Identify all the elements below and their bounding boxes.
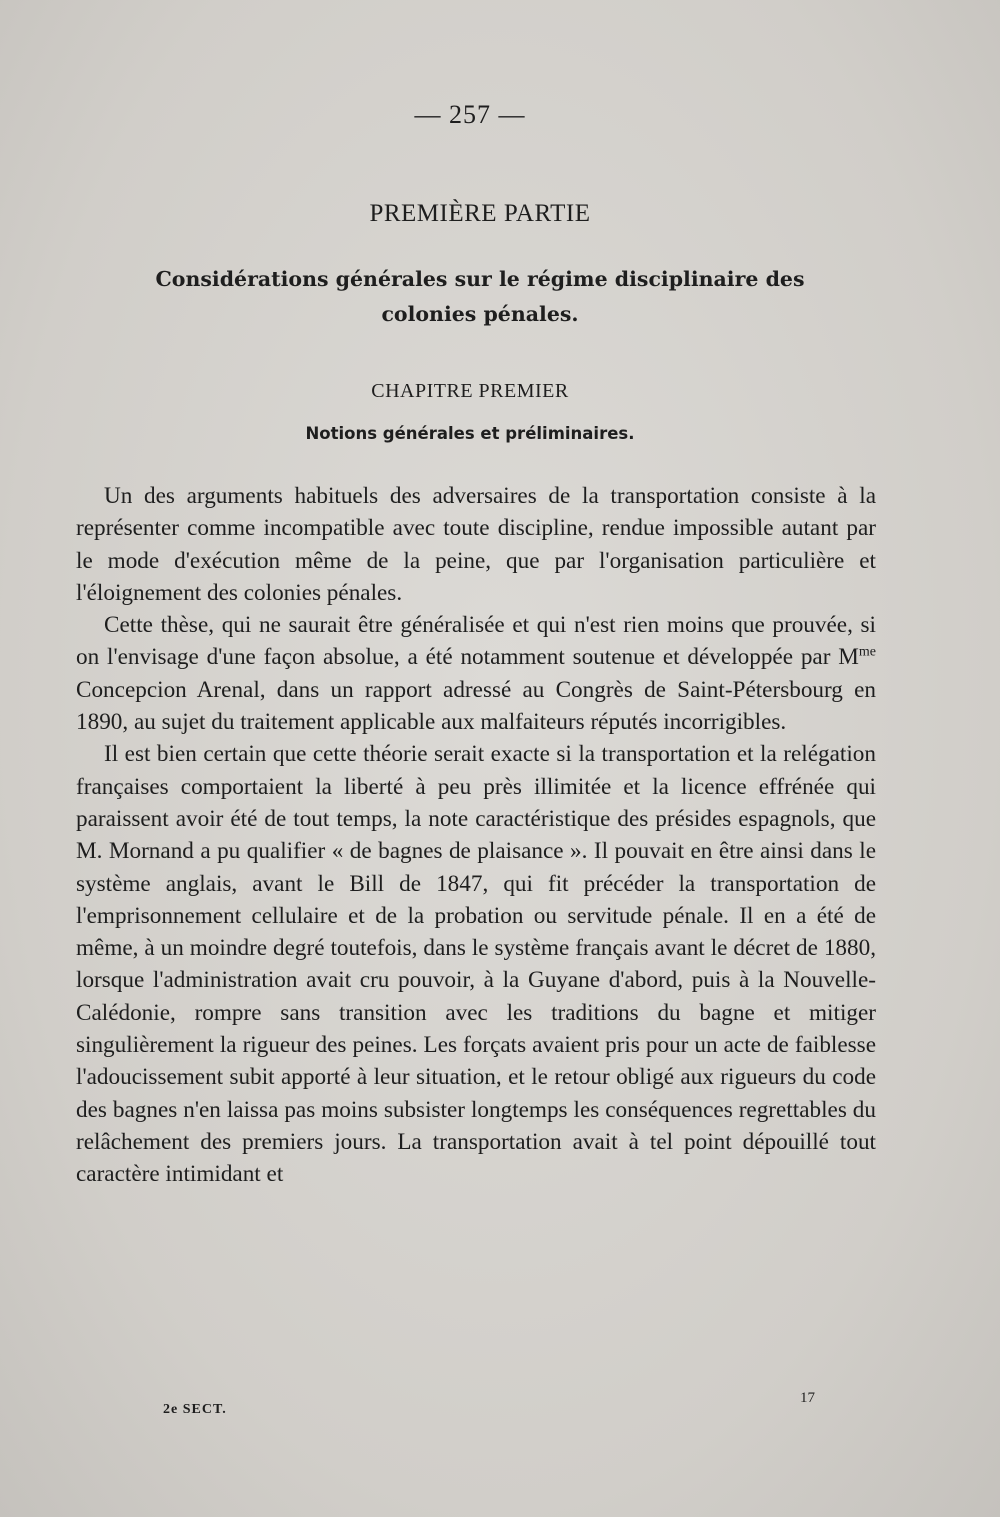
page-number: — 257 — xyxy=(414,100,526,129)
footer-sheet-number: 17 xyxy=(800,1390,815,1406)
superscript-me: me xyxy=(858,644,876,660)
paragraph-3: Il est bien certain que cette théorie serait exacte si la transportation et la relégation françaises comportaient la liberté à peu près illimitée et la licence effrénée qui paraissent avoir été de tout temps, la note caractéristique des présides espagnols, que M. Mornand a pu qualifier « de bagnes de plaisance ». Il pouvait en être ainsi dans le système anglais, avant le Bill de 1847, qui fit précéder la transportation de l'emprisonnement cellulaire et de la probation ou servitude pénale. Il en a été de même, à un moindre degré toutefois, dans le système français avant le décret de 1880, lorsque l'administration avait cru pouvoir, à la Guyane d'abord, puis à la Nouvelle-Calédonie, rompre sans transition avec les traditions du bagne et mitiger singulièrement la rigueur des peines. Les forçats avaient pris pour un acte de faiblesse l'adoucissement subit apporté à leur situation, et le retour obligé aux rigueurs du code des bagnes n'en laissa pas moins subsister longtemps les conséquences regrettables du relâchement des premiers jours. La transportation avait à tel point dépouillé tout caractère intimidant et xyxy=(76,741,876,1188)
paragraph-2-part-2: Concepcion Arenal, dans un rapport adressé au Congrès de Saint-Pétersbourg en 1890, au sujet du traitement applicable aux malfaiteurs réputés incorrigibles. xyxy=(76,676,876,736)
part-subtitle: Considérations générales sur le régime disciplinaire des colonies pénales. xyxy=(155,267,805,326)
footer-section-mark: 2e SECT. xyxy=(163,1402,227,1417)
chapter-title: CHAPITRE PREMIER xyxy=(371,380,569,402)
chapter-subtitle: Notions générales et préliminaires. xyxy=(305,424,635,443)
paragraph-1: Un des arguments habituels des adversaires de la transportation consiste à la représenter comme incompatible avec toute discipline, rendue impossible autant par le mode d'exécution même de la peine, que par l'organisation particulière et l'éloignement des colonies pénales. xyxy=(76,483,876,606)
paragraph-2-part-1: Cette thèse, qui ne saurait être généralisée et qui n'est rien moins que prouvée, si on l'envisage d'une façon absolue, a été notamment soutenue et développée par M xyxy=(76,612,876,671)
paragraph-2 xyxy=(76,609,876,738)
body-text xyxy=(76,480,876,1191)
part-title: PREMIÈRE PARTIE xyxy=(369,200,591,227)
